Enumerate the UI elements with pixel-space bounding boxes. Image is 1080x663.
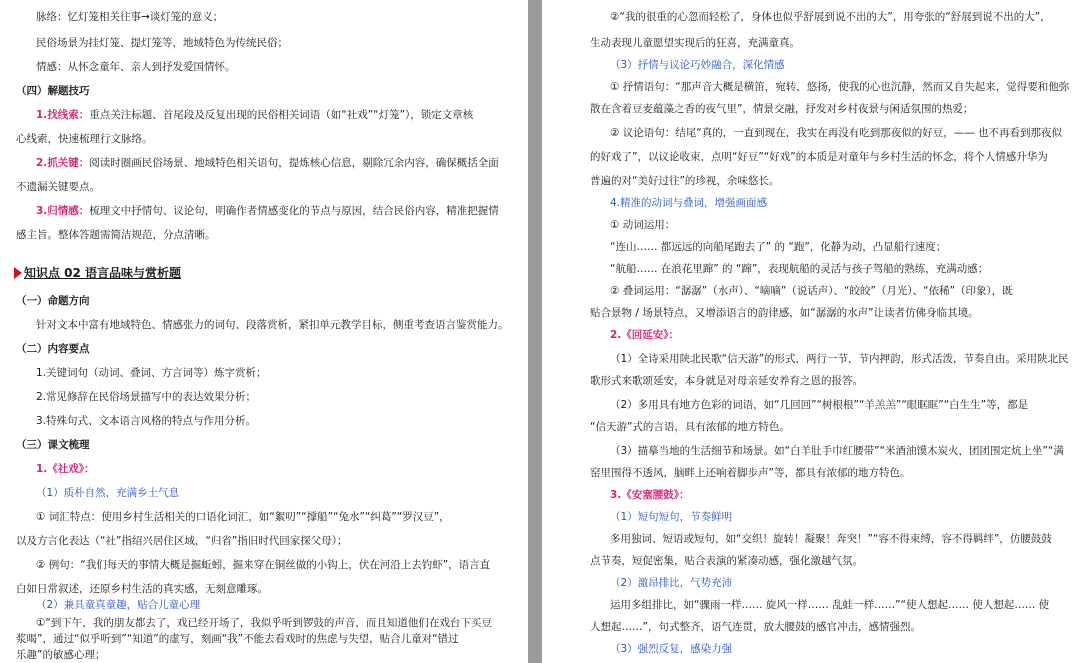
section-heading: （四）解题技巧 [16,85,90,97]
text-line: ①“到下午，我的朋友都去了，戏已经开场了，我似乎听到锣鼓的声音，而且知道他们在戏台下买豆 [36,617,492,629]
knowledge-point-heading: 知识点 02 语言品味与赏析题 [14,266,514,281]
text-line: 民俗场景为挂灯笼、提灯笼等，地域特色为传统民俗； [36,37,288,49]
text-line: ① 抒情语句：“那声音大概是横笛，宛转，悠扬，使我的心也沉静，然而又自失起来，觉得要和他弥 [610,81,1070,93]
text-line: 的好戏了”，以议论收束，点明“好豆”“好戏”的本质是对童年与乡村生活的怀念，将个人情感升华为 [590,151,1048,163]
document-page-left[interactable] [0,0,528,663]
text-line: 脉络：忆灯笼相关往事→谈灯笼的意义； [36,11,224,23]
text-line: 白如日常叙述，还原乡村生活的真实感，无刻意雕琢。 [16,583,268,595]
tip-lead: 3.归情感： [36,205,90,217]
text-line: （2）多用具有地方色彩的词语，如“几回回”“树根根”“羊羔羔”“眼眶眶”“白生生”等，都是 [610,399,1029,411]
text-line [16,156,516,170]
text-line: 3.特殊句式、文本语言风格的特点与作用分析。 [36,415,257,427]
text-line: 不遗漏关键要点。 [16,181,100,193]
text-line: 乐趣”的敏感心理； [16,649,106,661]
section-heading: （三）课文梳理 [16,439,90,451]
text-line: 窑里围得不透风，脑畔上还响着脚步声”等，都具有浓郁的地方特色。 [590,467,911,479]
sub-heading: （3）抒情与议论巧妙融合，深化情感 [610,59,785,71]
text-line: 2.常见修辞在民俗场景描写中的表达效果分析； [36,391,257,403]
text-line: 散在含着豆麦蕴藻之香的夜气里”，情景交融，抒发对乡村夜景与闲适氛围的热爱； [590,103,974,115]
lesson-heading: 1.《社戏》： [36,463,95,475]
text-line: 歌形式来歌颂延安，本身就是对母亲延安养育之恩的报答。 [590,375,863,387]
lesson-heading: 2.《回延安》： [610,329,680,341]
text-line: 贴合景物 / 场景特点，又增添语言的韵律感，如“潺潺的水声”让读者仿佛身临其境。 [590,307,979,319]
tip-text: 阅读时圈画民俗场景、地域特色相关语句，提炼核心信息，剔除冗余内容，确保概括全面 [89,157,499,169]
sub-heading: （3）强烈反复，感染力强 [610,643,733,655]
text-line: （3）描摹当地的生活细节和场景。如“白羊肚手巾红腰带”“米酒油馍木炭火，团团围定炕上坐”“满 [610,445,1064,457]
text-line: 普遍的对“美好过往”的珍视，余味悠长。 [590,175,780,187]
text-line: （1）全诗采用陕北民歌“信天游”的形式，两行一节，节内押韵，形式活泼，节奏自由。采用陕北民 [610,353,1069,365]
text-line: 生动表现儿童愿望实现后的狂喜，充满童真。 [590,37,800,49]
text-line: 心线索，快速梳理行文脉络。 [16,133,153,145]
text-line: 情感：从怀念童年、亲人到抒发爱国情怀。 [36,61,236,73]
text-line: ① 词汇特点：使用乡村生活相关的口语化词汇，如“絮叨”“撑船”“兔水”“纠葛”“罗汉豆”， [36,511,450,523]
text-line: 感主旨。整体答题需简洁规范，分点清晰。 [16,229,216,241]
tip-lead: 2.抓关键： [36,157,90,169]
text-line: “航船…… 在浪花里蹿” 的 “蹿”，表现航船的灵活与孩子驾船的熟练，充满动感； [610,263,989,275]
text-line: ② 议论语句：结尾“真的，一直到现在，我实在再没有吃到那夜似的好豆，—— 也不再看到那夜似 [610,127,1063,139]
arrow-icon [14,267,22,279]
sub-heading: （1）质朴自然，充满乡土气息 [36,487,180,499]
text-line [16,204,516,218]
tip-text: 重点关注标题、首尾段及反复出现的民俗相关词语（如“社戏”“灯笼”），锁定文章核 [89,109,474,121]
section-heading: （一）命题方向 [16,295,90,307]
text-line: 以及方言化表达（“社”指绍兴居住区域，“归省”指旧时代回家探父母）； [16,535,348,547]
text-line: ② 例句：“我们每天的事情大概是掘蚯蚓，掘来穿在铜丝做的小钩上，伏在河沿上去钓虾”，语言直 [36,559,491,571]
text-line: ① 动词运用： [610,219,676,231]
text-line: ②“我的很重的心忽而轻松了，身体也似乎舒展到说不出的大”，用夸张的“舒展到说不出的大”， [610,11,1051,23]
text-line: 多用独词、短语或短句，如“交织！旋转！凝聚！奔突！”“容不得束缚，容不得羁绊”，仿腰鼓鼓 [610,533,1052,545]
tip-text: 梳理文中抒情句、议论句，明确作者情感变化的节点与原因，结合民俗内容，精准把握情 [89,205,499,217]
text-line: 针对文本中富有地域特色、情感张力的词句、段落赏析，紧扣单元教学目标，侧重考查语言鉴赏能力。 [36,319,509,331]
text-line: 运用多组排比，如“骤雨一样…… 旋风一样…… 乱蛙一样……”“使人想起…… 使人想起…… 使 [610,599,1050,611]
section-heading: （二）内容要点 [16,343,90,355]
sub-heading: （1）短句短句，节奏鲜明 [610,511,733,523]
sub-heading: （2）兼具童真童趣，贴合儿童心理 [36,599,201,611]
text-line: 点节奏，短促密集，贴合表演的紧凑动感，强化激越气氛。 [590,555,863,567]
tip-lead: 1.找线索： [36,109,90,121]
sub-heading: 4.精准的动词与叠词，增强画面感 [610,197,768,209]
text-line: 人想起……”，句式整齐，语气连贯，放大腰鼓的感官冲击，感情强烈。 [590,621,921,633]
document-page-right[interactable] [542,0,1080,663]
text-line: “连山…… 都远远的向船尾跑去了” 的 “跑”，化静为动，凸显船行速度； [610,241,947,253]
text-line: 浆喝”，通过“似乎听到”“知道”的虚写，刻画“我”不能去看戏时的焦虑与失望，贴合儿童对“错过 [16,633,459,645]
text-line: ② 叠词运用：“潺潺”（水声）、“嘀嘀”（说话声）、“皎皎”（月光）、“依稀”（印象），既 [610,285,1013,297]
sub-heading: （2）激昂排比，气势充沛 [610,577,733,589]
text-line [16,108,516,122]
text-line: 1.关键词句（动词、叠词、方言词等）炼字赏析； [36,367,267,379]
text-line: “信天游”式的言语，具有浓郁的地方特色。 [590,421,790,433]
lesson-heading: 3.《安塞腰鼓》： [610,489,690,501]
